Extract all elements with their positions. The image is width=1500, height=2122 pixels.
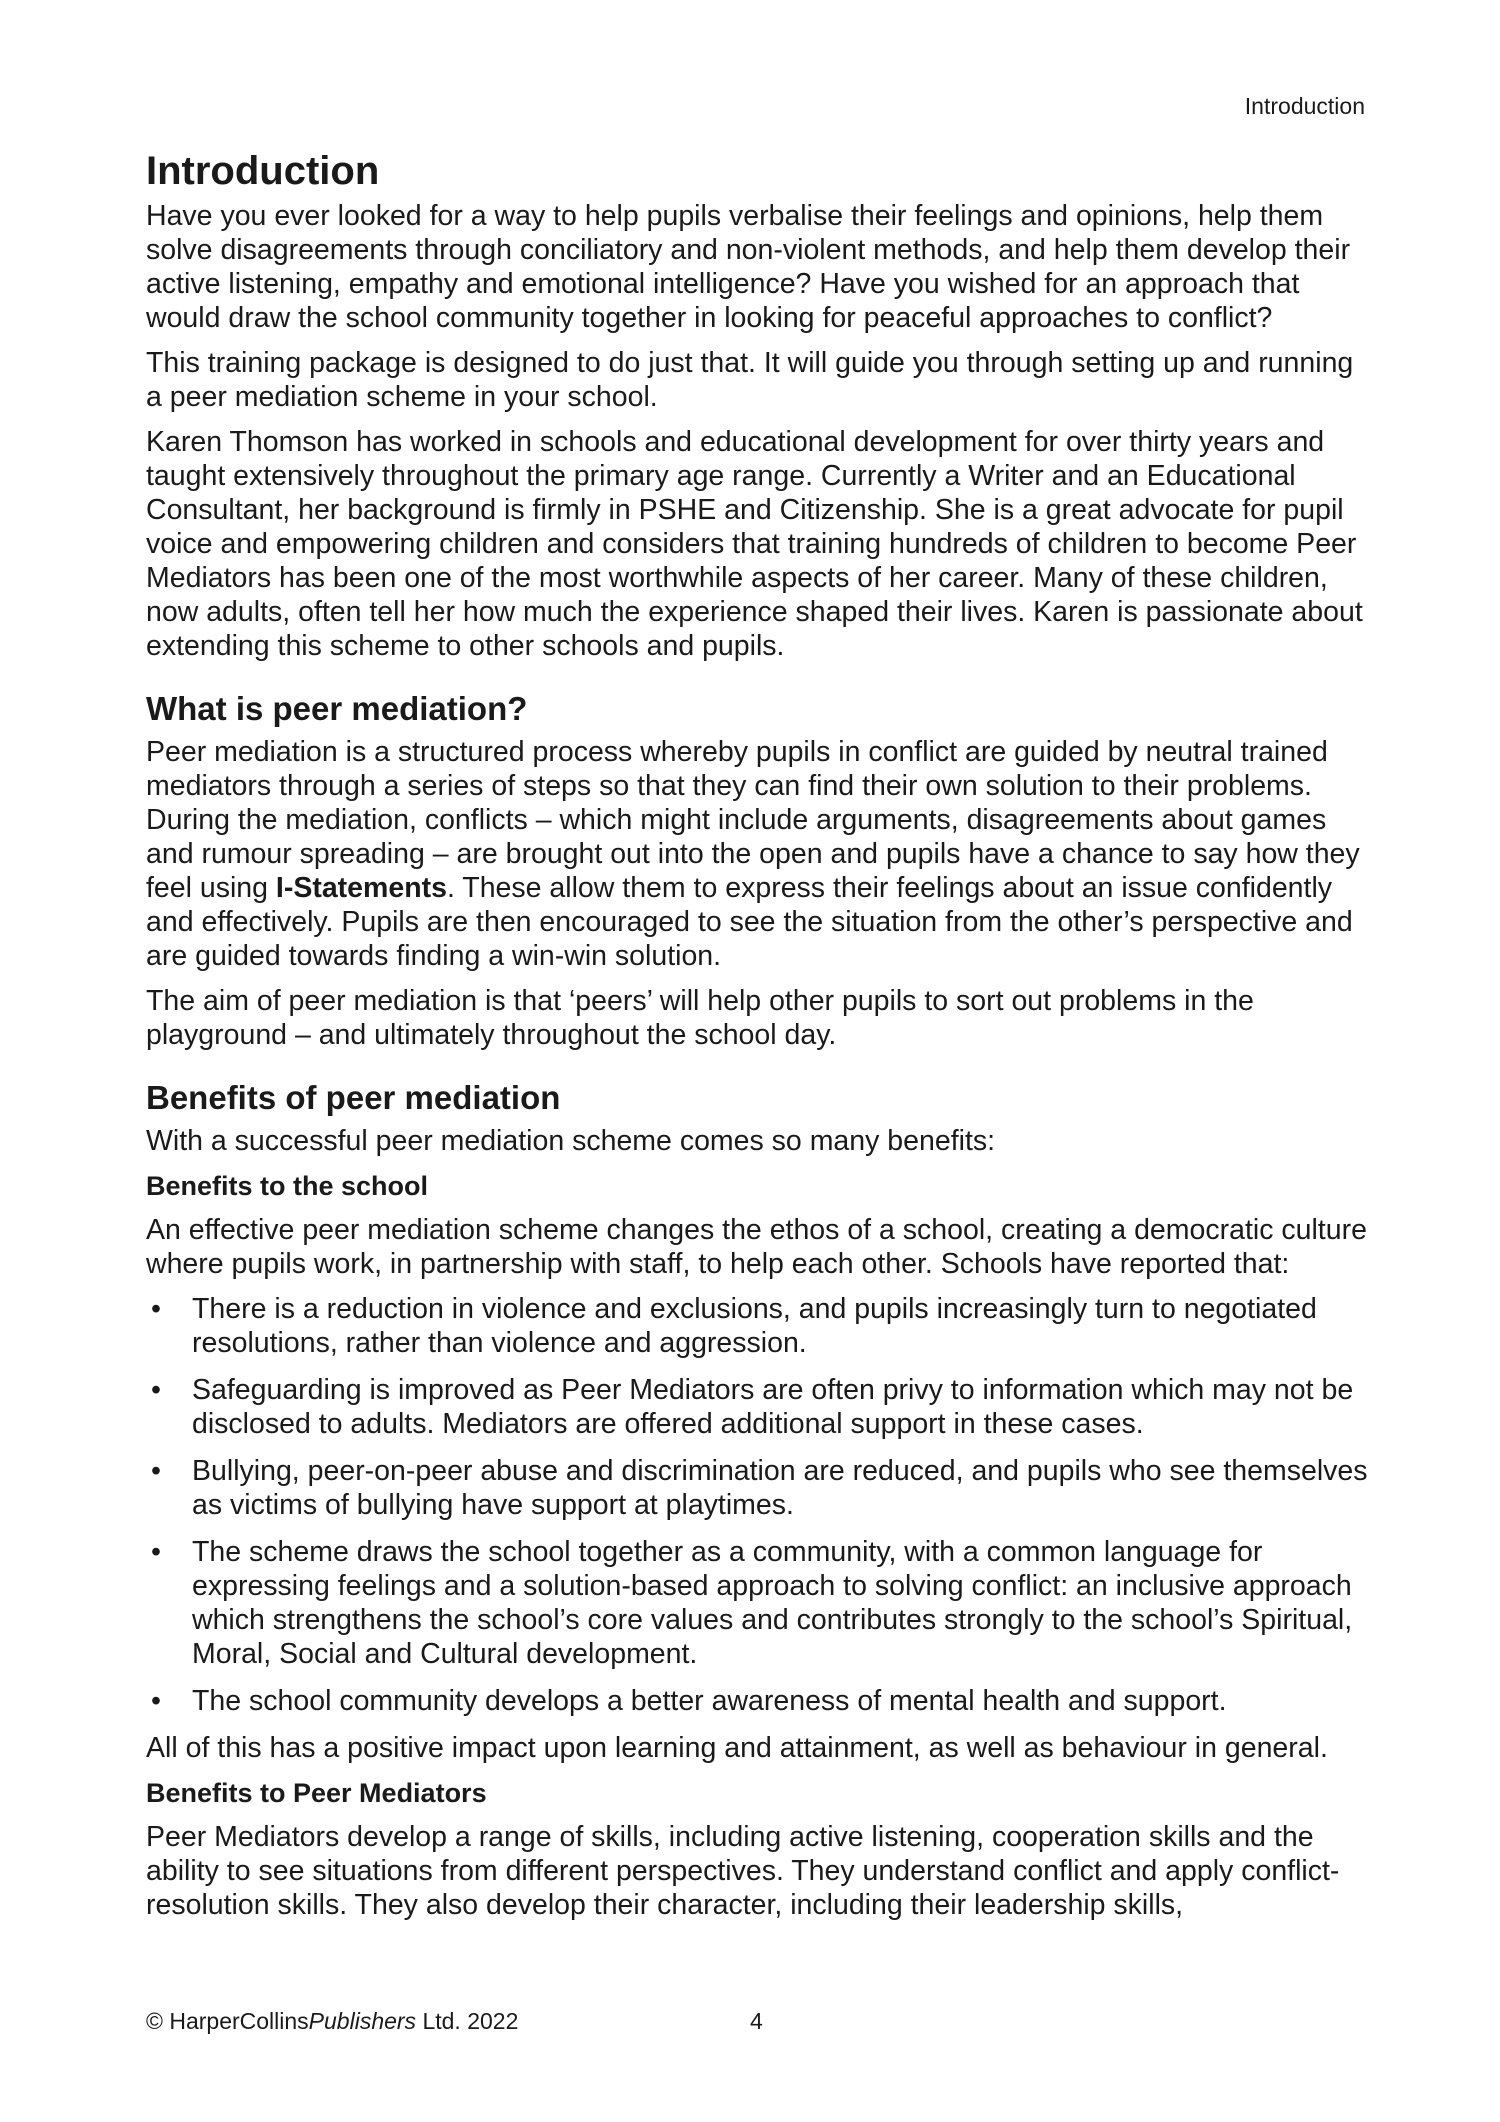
copyright-prefix: © HarperCollins <box>146 2008 309 2034</box>
list-item-text: There is a reduction in violence and exclusions, and pupils increasingly turn to negotiated resolutions, rather than violence and aggression. <box>192 1293 1317 1359</box>
list-item-text: The school community develops a better awareness of mental health and support. <box>192 1685 1227 1717</box>
section-heading-benefits: Benefits of peer mediation <box>146 1079 561 1116</box>
intro-paragraph-3: Karen Thomson has worked in schools and educational development for over thirty years and taught extensively throughout the primary age range. Currently a Writer and an Educational Consultant, her background is firmly in PSHE and Citizenship. She is a great advocate for pupil voice and empowering children and considers that training hundreds of children to become Peer Mediators has been one of the most worthwhile aspects of her career. Many of these children, now adults, often tell her how much the experience shaped their lives. Karen is passionate about extending this scheme to other schools and pupils. <box>146 426 1363 662</box>
list-item <box>146 1454 1376 1522</box>
list-item <box>146 1535 1376 1671</box>
page-number: 4 <box>750 2008 763 2034</box>
intro-paragraph-1: Have you ever looked for a way to help pupils verbalise their feelings and opinions, help them solve disagreements through conciliatory and non-violent methods, and help them develop their active listening, empathy and emotional intelligence? Have you wished for an approach that would draw the school community together in looking for peaceful approaches to conflict? <box>146 200 1351 334</box>
list-item-text: The scheme draws the school together as a community, with a common language for expressing feelings and a solution-based approach to solving conflict: an inclusive approach which strengthens the school’s core values and contributes strongly to the school’s Spiritual, Moral, Social and Cultural development. <box>192 1536 1353 1670</box>
subheading-school: Benefits to the school <box>146 1171 429 1201</box>
copyright-notice <box>146 2007 518 2035</box>
subheading-mediators: Benefits to Peer Mediators <box>146 1778 487 1808</box>
copyright-suffix: Ltd. 2022 <box>416 2008 519 2034</box>
bullet-icon: • <box>151 1685 161 1717</box>
benefits-intro: With a successful peer mediation scheme comes so many benefits: <box>146 1125 996 1157</box>
list-item <box>146 1292 1376 1360</box>
list-item <box>146 1373 1376 1441</box>
mediators-benefits-text: Peer Mediators develop a range of skills, including active listening, cooperation skills and the ability to see situations from different perspectives. They understand conflict and apply conflict-resolution skills. They also develop their character, including their leadership skills, <box>146 1821 1340 1921</box>
school-benefits-closing: All of this has a positive impact upon learning and attainment, as well as behaviour in general. <box>146 1732 1328 1764</box>
page-content <box>146 147 1376 1933</box>
running-header: Introduction <box>1244 93 1365 119</box>
bullet-icon: • <box>151 1374 161 1406</box>
list-item-text: Bullying, peer-on-peer abuse and discrimination are reduced, and pupils who see themselves as victims of bullying have support at playtimes. <box>192 1455 1368 1521</box>
what-is-text-start: Peer mediation is a structured process whereby pupils in conflict are guided by neutral trained mediators through a series of steps so that they can find their own solution to their problems. During the mediation, conflicts – which might include arguments, disagreements about games and rumour spreading – are brought out into the open and pupils have a chance to say how they feel using <box>146 736 1360 904</box>
what-is-text-end: . These allow them to express their feelings about an issue confidently and effectively. Pupils are then encouraged to see the situation from the other’s perspective and are guided towards finding a win-win solution. <box>146 872 1353 972</box>
i-statements-term: I-Statements <box>275 872 447 904</box>
page-title: Introduction <box>146 149 380 193</box>
bullet-icon: • <box>151 1455 161 1487</box>
intro-paragraph-2: This training package is designed to do just that. It will guide you through setting up and running a peer mediation scheme in your school. <box>146 347 1354 413</box>
copyright-publishers: Publishers <box>308 2008 417 2034</box>
what-is-paragraph-2: The aim of peer mediation is that ‘peers’ will help other pupils to sort out problems in the playground – and ultimately throughout the school day. <box>146 985 1254 1051</box>
list-item-text: Safeguarding is improved as Peer Mediators are often privy to information which may not be disclosed to adults. Mediators are offered additional support in these cases. <box>192 1374 1354 1440</box>
bullet-icon: • <box>151 1293 161 1325</box>
school-benefits-text: An effective peer mediation scheme changes the ethos of a school, creating a democratic culture where pupils work, in partnership with staff, to help each other. Schools have reported that: <box>146 1214 1367 1280</box>
list-item <box>146 1684 1376 1718</box>
section-heading-what-is: What is peer mediation? <box>146 690 528 727</box>
what-is-paragraph-1 <box>146 735 1376 973</box>
school-benefits-list <box>146 1292 1376 1718</box>
bullet-icon: • <box>151 1536 161 1568</box>
